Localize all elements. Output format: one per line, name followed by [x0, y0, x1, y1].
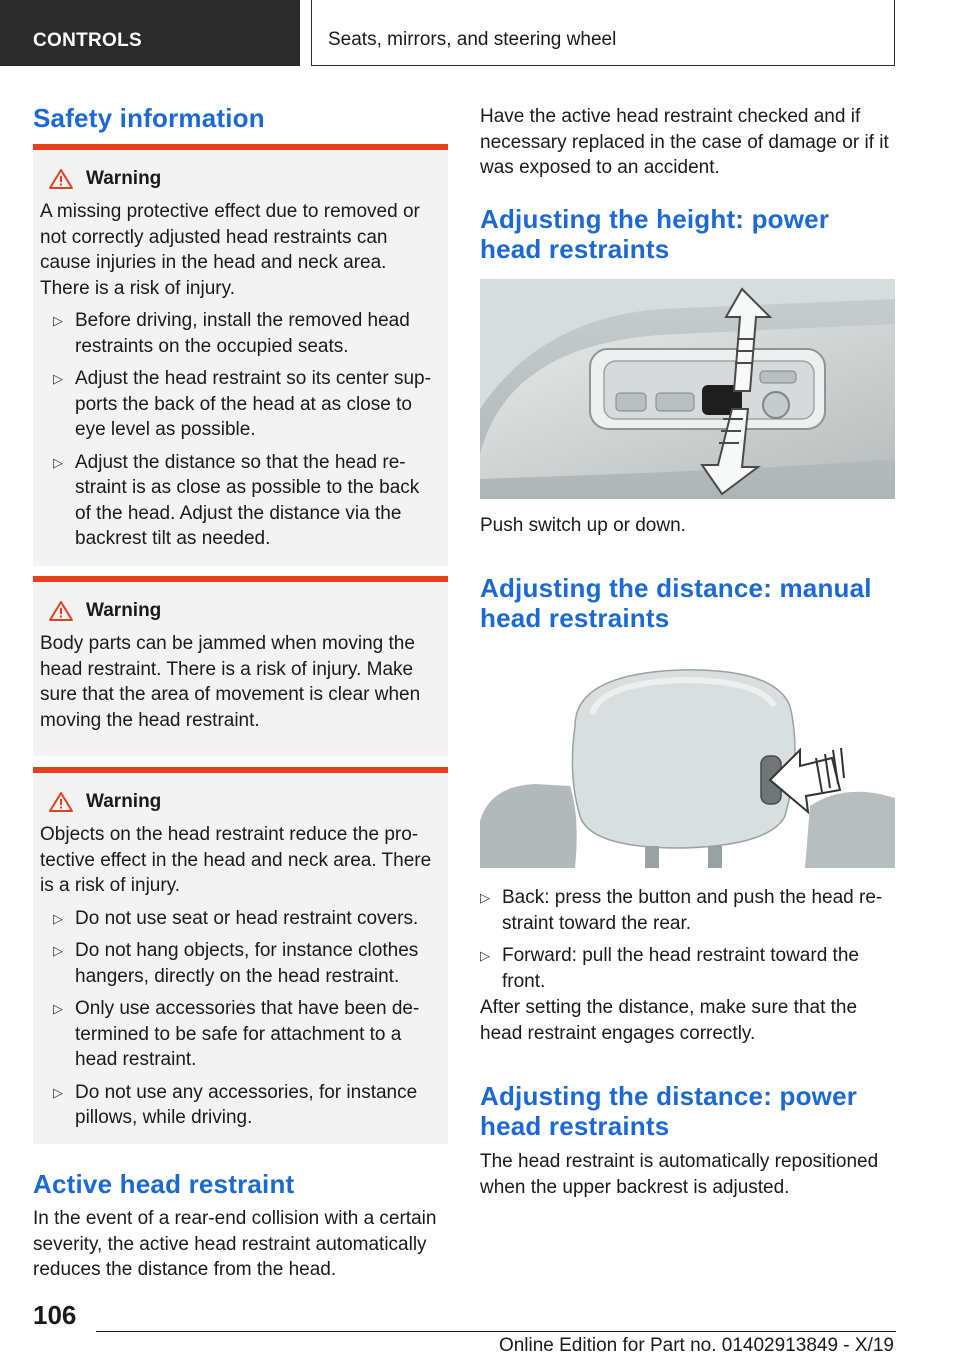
list-item: ▷ Adjust the head restraint so its center sup‐ports the back of the head at as close to eye level as possible. [53, 368, 431, 440]
section-title-manual: Adjusting the distance: manual head restraints [480, 573, 872, 633]
warning-text: Body parts can be jammed when moving the head restraint. There is a risk of injury. Make sure that the area of movement is clear when moving the head restraint. [40, 633, 421, 731]
list-item: ▷ Back: press the button and push the head re‐straint toward the rear. [480, 887, 883, 934]
triangle-bullet-icon: ▷ [480, 948, 490, 963]
triangle-bullet-icon: ▷ [53, 313, 63, 328]
head-restraint-photo [480, 666, 895, 868]
section-title-height: Adjusting the height: power head restraints [480, 204, 830, 264]
section-title-safety: Safety information [33, 103, 265, 133]
warning-header [48, 168, 438, 190]
section-tab: CONTROLS [0, 0, 300, 66]
edition-note: Online Edition for Part no. 01402913849 - X/19 [498, 1335, 894, 1356]
warning-list [40, 308, 438, 552]
list-item: ▷ Only use accessories that have been de‐termined to be safe for attachment to a head restraint. [53, 998, 420, 1070]
warning-label: Warning [86, 791, 162, 812]
warning-header [48, 600, 438, 622]
warning-triangle-icon [48, 168, 74, 190]
section-title-power: Adjusting the distance: power head restraints [480, 1081, 858, 1141]
list-item: ▷ Adjust the distance so that the head re‐straint is as close as possible to the back of the head. Adjust the distance via the backrest tilt as needed. [53, 451, 420, 549]
list-item: ▷ Before driving, install the removed head restraints on the occupied seats. [53, 310, 410, 357]
warning-header [48, 791, 438, 813]
warning-label: Warning [86, 168, 162, 189]
footer-divider [96, 1331, 896, 1332]
triangle-bullet-icon: ▷ [53, 910, 63, 926]
warning-text: Objects on the head restraint reduce the pro‐tective effect in the head and neck area. There is a risk of injury. [40, 824, 432, 896]
triangle-bullet-icon: ▷ [53, 371, 63, 386]
active-text: In the event of a rear-end collision with a certain severity, the active head restraint automatically reduces the distance from the head. [33, 1208, 437, 1280]
warning-text: A missing protective effect due to removed or not correctly adjusted head restraints can cause injuries in the head and neck area. There is a risk of injury. [40, 201, 420, 299]
triangle-bullet-icon: ▷ [53, 454, 63, 470]
warning-label: Warning [86, 600, 162, 621]
height-text: Push switch up or down. [480, 515, 686, 536]
power-text: The head restraint is automatically repositioned when the upper backrest is adjusted. [480, 1151, 879, 1198]
manual-list [467, 885, 896, 1001]
triangle-bullet-icon: ▷ [53, 1001, 63, 1016]
page-header [0, 0, 960, 66]
triangle-bullet-icon: ▷ [53, 1084, 63, 1100]
list-item: ▷ Do not use seat or head restraint covers. [40, 906, 438, 932]
page-number: 106 [33, 1300, 77, 1330]
triangle-bullet-icon: ▷ [480, 890, 490, 905]
warning-box-2 [33, 576, 448, 756]
list-item: ▷ Do not hang objects, for instance clothes hangers, directly on the head restraint. [53, 940, 419, 987]
power-switch-photo [480, 279, 895, 499]
warning-box-3 [33, 767, 448, 1144]
chapter-tab: Seats, mirrors, and steering wheel [311, 0, 895, 66]
triangle-bullet-icon: ▷ [53, 943, 63, 958]
manual-after-text: After setting the distance, make sure that the head restraint engages correctly. [480, 997, 858, 1044]
warning-triangle-icon [48, 600, 74, 622]
section-title-active: Active head restraint [33, 1169, 295, 1199]
list-item: ▷ Do not use any accessories, for instance pillows, while driving. [53, 1081, 418, 1128]
list-item: ▷ Forward: pull the head restraint toward the front. [480, 945, 859, 992]
warning-triangle-icon [48, 791, 74, 813]
intro-text: Have the active head restraint checked and if necessary replaced in the case of damage or if it was exposed to an accident. [480, 106, 889, 178]
warning-list [40, 906, 438, 1131]
warning-box-1 [33, 144, 448, 566]
